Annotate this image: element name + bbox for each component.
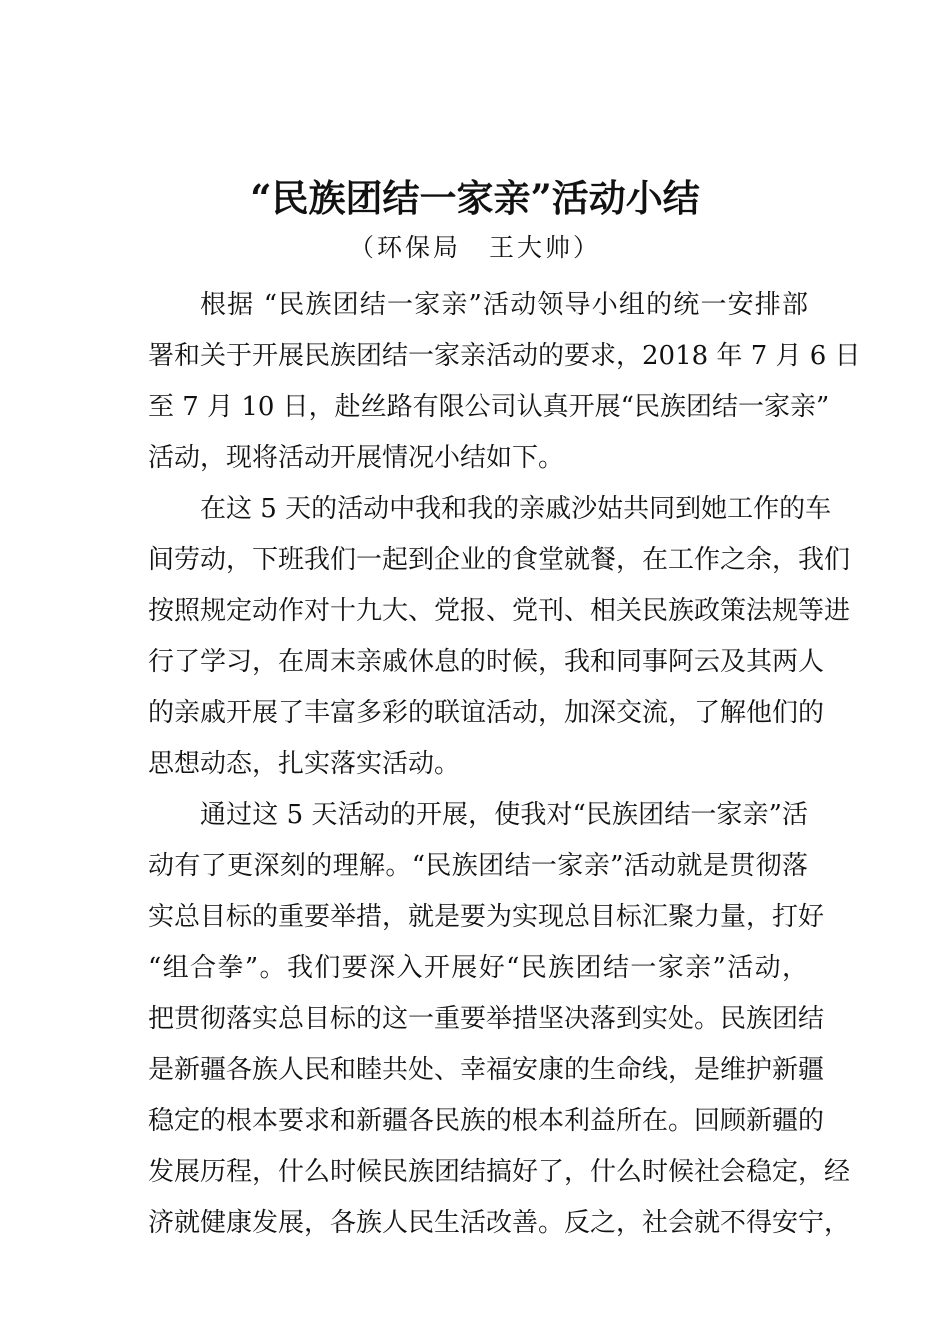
paragraph-line: 把贯彻落实总目标的这一重要举措坚决落到实处。民族团结 [148, 1004, 825, 1034]
paragraph-line: 思想动态，扎实落实活动。 [148, 749, 461, 779]
paragraph-line: 行了学习，在周末亲戚休息的时候，我和同事阿云及其两人 [148, 647, 825, 677]
paragraph-line: 是新疆各族人民和睦共处、幸福安康的生命线，是维护新疆 [148, 1055, 825, 1085]
paragraph-line: 署和关于开展民族团结一家亲活动的要求，2018 年 7 月 6 日 [148, 341, 861, 371]
paragraph-line: 实总目标的重要举措，就是要为实现总目标汇聚力量，打好 [148, 902, 825, 932]
paragraph-1 [148, 280, 861, 484]
paragraph-2 [148, 484, 851, 790]
paragraph-line: 间劳动，下班我们一起到企业的食堂就餐，在工作之余，我们 [148, 545, 851, 575]
paragraph-line: 活动，现将活动开展情况小结如下。 [148, 443, 565, 473]
paragraph-line: 稳定的根本要求和新疆各民族的根本利益所在。回顾新疆的 [148, 1106, 825, 1136]
paragraph-line: “组合拳”。我们要深入开展好“民族团结一家亲”活动， [148, 953, 808, 983]
document-byline: （环保局 王大帅） [348, 233, 601, 262]
paragraph-line: 的亲戚开展了丰富多彩的联谊活动，加深交流，了解他们的 [148, 698, 825, 728]
paragraph-line: 根据 “民族团结一家亲”活动领导小组的统一安排部 [200, 290, 808, 320]
paragraph-line: 通过这 5 天活动的开展，使我对“民族团结一家亲”活 [200, 800, 808, 830]
document-title: “民族团结一家亲”活动小结 [250, 176, 700, 220]
document-body [148, 280, 861, 1249]
paragraph-line: 在这 5 天的活动中我和我的亲戚沙姑共同到她工作的车 [200, 494, 832, 524]
paragraph-3 [148, 790, 851, 1249]
paragraph-line: 至 7 月 10 日，赴丝路有限公司认真开展“民族团结一家亲” [148, 392, 830, 422]
paragraph-line: 济就健康发展，各族人民生活改善。反之，社会就不得安宁， [148, 1208, 851, 1238]
paragraph-line: 发展历程，什么时候民族团结搞好了，什么时候社会稳定，经 [148, 1157, 851, 1187]
paragraph-line: 按照规定动作对十九大、党报、党刊、相关民族政策法规等进 [148, 596, 851, 626]
paragraph-line: 动有了更深刻的理解。“民族团结一家亲”活动就是贯彻落 [148, 851, 808, 881]
